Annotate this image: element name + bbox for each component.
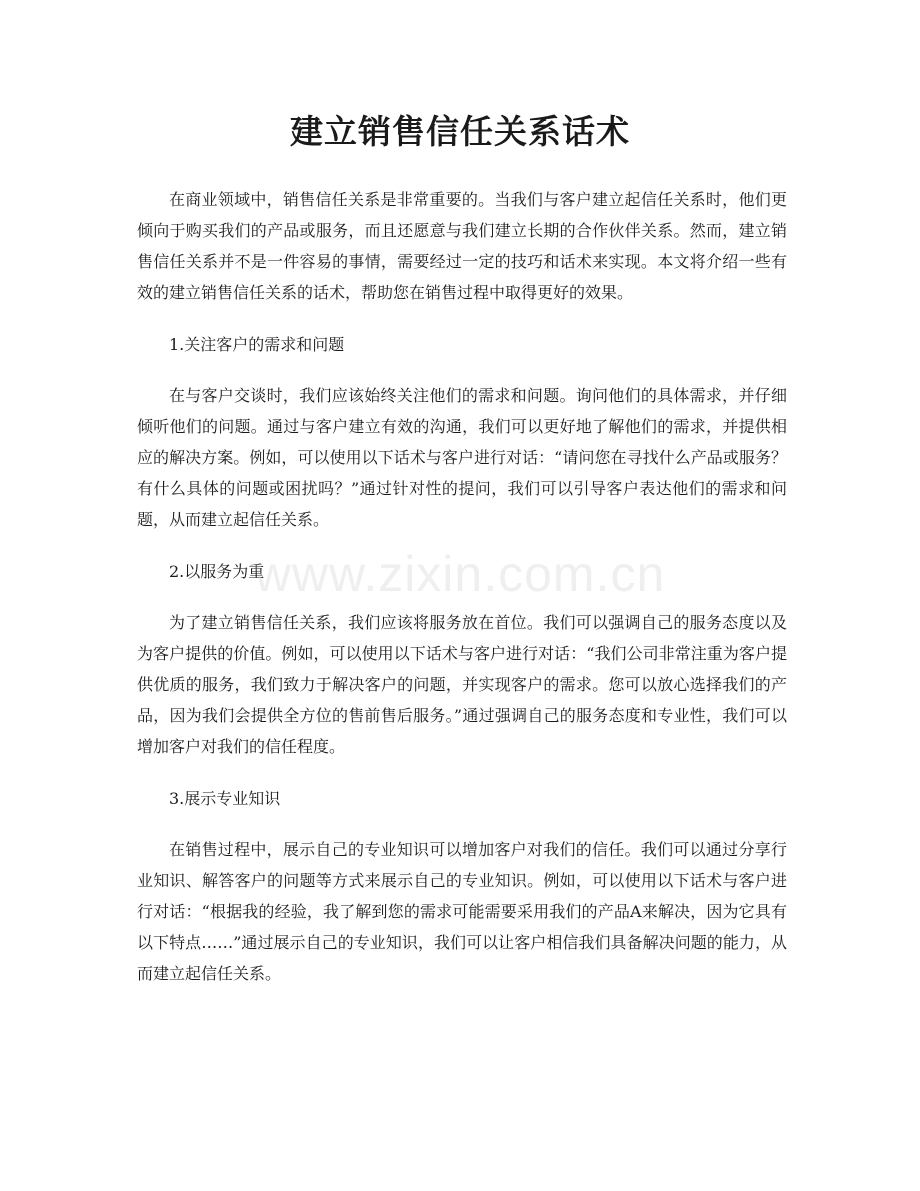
section-paragraph-1: 在与客户交谈时，我们应该始终关注他们的需求和问题。询问他们的具体需求，并仔细倾听他们的问题。通过与客户建立有效的沟通，我们可以更好地了解他们的需求，并提供相应的解决方案。例如，可以使用以下话术与客户进行对话：“请问您在寻找什么产品或服务？有什么具体的问题或困扰吗？”通过针对性的提问，我们可以引导客户表达他们的需求和问题，从而建立起信任关系。: [137, 386, 787, 529]
section-heading-2: 2.以服务为重: [169, 562, 265, 581]
intro-paragraph: 在商业领域中，销售信任关系是非常重要的。当我们与客户建立起信任关系时，他们更倾向于购买我们的产品或服务，而且还愿意与我们建立长期的合作伙伴关系。然而，建立销售信任关系并不是一件容易的事情，需要经过一定的技巧和话术来实现。本文将介绍一些有效的建立销售信任关系的话术，帮助您在销售过程中取得更好的效果。: [137, 190, 787, 302]
document-title: 建立销售信任关系话术: [290, 112, 630, 151]
watermark: www.zixin.com.cn: [254, 546, 666, 602]
section-paragraph-3: 在销售过程中，展示自己的专业知识可以增加客户对我们的信任。我们可以通过分享行业知识、解答客户的问题等方式来展示自己的专业知识。例如，可以使用以下话术与客户进行对话：“根据我的经验，我了解到您的需求可能需要采用我们的产品A来解决，因为它具有以下特点……”通过展示自己的专业知识，我们可以让客户相信我们具备解决问题的能力，从而建立起信任关系。: [137, 840, 787, 983]
section-heading-1: 1.关注客户的需求和问题: [169, 335, 345, 354]
document-body: [137, 184, 787, 1010]
section-paragraph-2: 为了建立销售信任关系，我们应该将服务放在首位。我们可以强调自己的服务态度以及为客户提供的价值。例如，可以使用以下话术与客户进行对话：“我们公司非常注重为客户提供优质的服务，我们致力于解决客户的问题，并实现客户的需求。您可以放心选择我们的产品，因为我们会提供全方位的售前售后服务。”通过强调自己的服务态度和专业性，我们可以增加客户对我们的信任程度。: [137, 613, 787, 756]
section-heading-3: 3.展示专业知识: [169, 789, 281, 808]
